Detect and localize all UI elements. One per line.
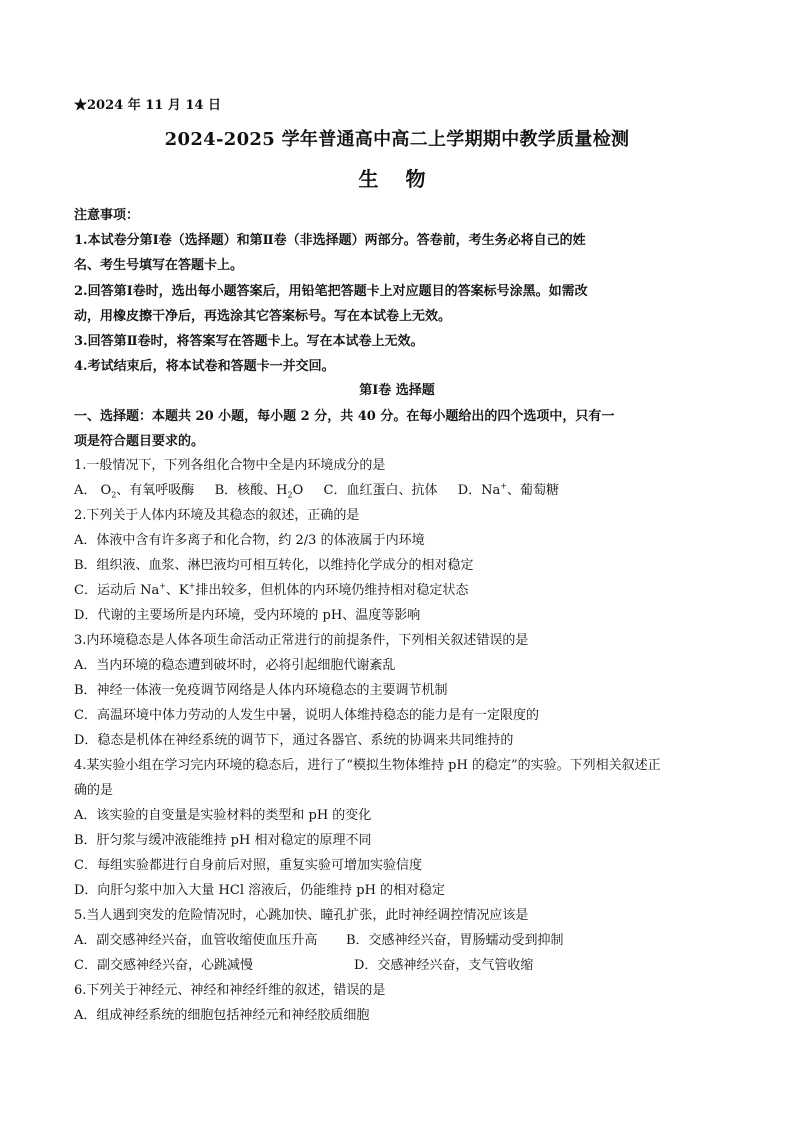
notice-line: 动，用橡皮擦干净后，再选涂其它答案标号。写在本试卷上无效。 bbox=[74, 309, 452, 324]
option-a: A． $O_2$、有氧呼吸酶 bbox=[74, 483, 195, 500]
option-b: B．组织液、血浆、淋巴液均可相互转化，以维持化学成分的相对稳定 bbox=[74, 558, 474, 573]
option-c: C．高温环境中体力劳动的人发生中暑，说明人体维持稳态的能力是有一定限度的 bbox=[74, 708, 539, 723]
notice-line: 4.考试结束后，将本试卷和答题卡一并交回。 bbox=[74, 359, 335, 374]
notice-line: 1.本试卷分第Ⅰ卷（选择题）和第Ⅱ卷（非选择题）两部分。答卷前，考生务必将自己的姓 bbox=[74, 233, 586, 248]
option-d: D．代谢的主要场所是内环境，受内环境的 pH、温度等影响 bbox=[74, 608, 421, 623]
question-stem: 4.某实验小组在学习完内环境的稳态后，进行了“模拟生物体维持 pH 的稳定”的实验。下列相关叙述正 bbox=[74, 758, 661, 773]
option-a: A．该实验的自变量是实验材料的类型和 pH 的变化 bbox=[74, 808, 372, 823]
notice-line: 2.回答第Ⅰ卷时，选出每小题答案后，用铅笔把答题卡上对应题目的答案标号涂黑。如需改 bbox=[74, 284, 588, 299]
exam-title: 2024-2025 学年普通高中高二上学期期中教学质量检测 bbox=[164, 129, 630, 150]
option-a: A．组成神经系统的细胞包括神经元和神经胶质细胞 bbox=[74, 1008, 370, 1023]
section-title: 第Ⅰ卷 选择题 bbox=[359, 383, 435, 398]
option-c: C．血红蛋白、抗体 bbox=[323, 483, 438, 498]
option-b: B．交感神经兴奋，胃肠蠕动受到抑制 bbox=[346, 933, 564, 948]
question-stem: 3.内环境稳态是人体各项生命活动正常进行的前提条件，下列相关叙述错误的是 bbox=[74, 633, 529, 648]
question-stem-cont: 确的是 bbox=[74, 783, 114, 798]
question-stem: 1.一般情况下，下列各组化合物中全是内环境成分的是 bbox=[74, 458, 386, 473]
subject-title: 生 物 bbox=[358, 167, 436, 191]
section-intro: 项是符合题目要求的。 bbox=[74, 434, 205, 449]
option-b: B．神经一体液一免疫调节网络是人体内环境稳态的主要调节机制 bbox=[74, 683, 448, 698]
option-a: A．当内环境的稳态遭到破坏时，必将引起细胞代谢紊乱 bbox=[74, 658, 396, 673]
option-b: B．肝匀浆与缓冲液能维持 pH 相对稳定的原理不同 bbox=[74, 833, 372, 848]
question-stem: 5.当人遇到突发的危险情况时，心跳加快、瞳孔扩张，此时神经调控情况应该是 bbox=[74, 908, 529, 923]
question-options-row bbox=[74, 481, 559, 501]
option-d: D．向肝匀浆中加入大量 HCl 溶液后，仍能维持 pH 的相对稳定 bbox=[74, 883, 446, 898]
exam-date: ★2024 年 11 月 14 日 bbox=[74, 98, 221, 113]
option-d: D．稳态是机体在神经系统的调节下，通过各器官、系统的协调来共同维持的 bbox=[74, 733, 514, 748]
option-b: B．核酸、$H_2O$ bbox=[214, 483, 304, 500]
option-d: D．Na+、葡萄糖 bbox=[457, 481, 560, 498]
option-c: C．运动后 Na+、K+排出较多，但机体的内环境仍维持相对稳定状态 bbox=[74, 581, 469, 598]
notice-line: 名、考生号填写在答题卡上。 bbox=[74, 258, 244, 273]
option-a: A．副交感神经兴奋，血管收缩使血压升高 bbox=[74, 933, 318, 948]
notice-line: 3.回答第Ⅱ卷时，将答案写在答题卡上。写在本试卷上无效。 bbox=[74, 334, 424, 349]
notice-heading: 注意事项： bbox=[74, 208, 140, 223]
option-c: C．副交感神经兴奋，心跳减慢 bbox=[74, 958, 253, 973]
option-d: D．交感神经兴奋，支气管收缩 bbox=[354, 958, 534, 973]
question-stem: 2.下列关于人体内环境及其稳态的叙述，正确的是 bbox=[74, 508, 360, 523]
question-stem: 6.下列关于神经元、神经和神经纤维的叙述，错误的是 bbox=[74, 983, 386, 998]
option-c: C．每组实验都进行自身前后对照，重复实验可增加实验信度 bbox=[74, 858, 422, 873]
section-intro: 一、选择题：本题共 20 小题，每小题 2 分，共 40 分。在每小题给出的四个选项中，只有一 bbox=[74, 409, 615, 424]
option-a: A．体液中含有许多离子和化合物，约 2/3 的体液属于内环境 bbox=[74, 533, 425, 548]
